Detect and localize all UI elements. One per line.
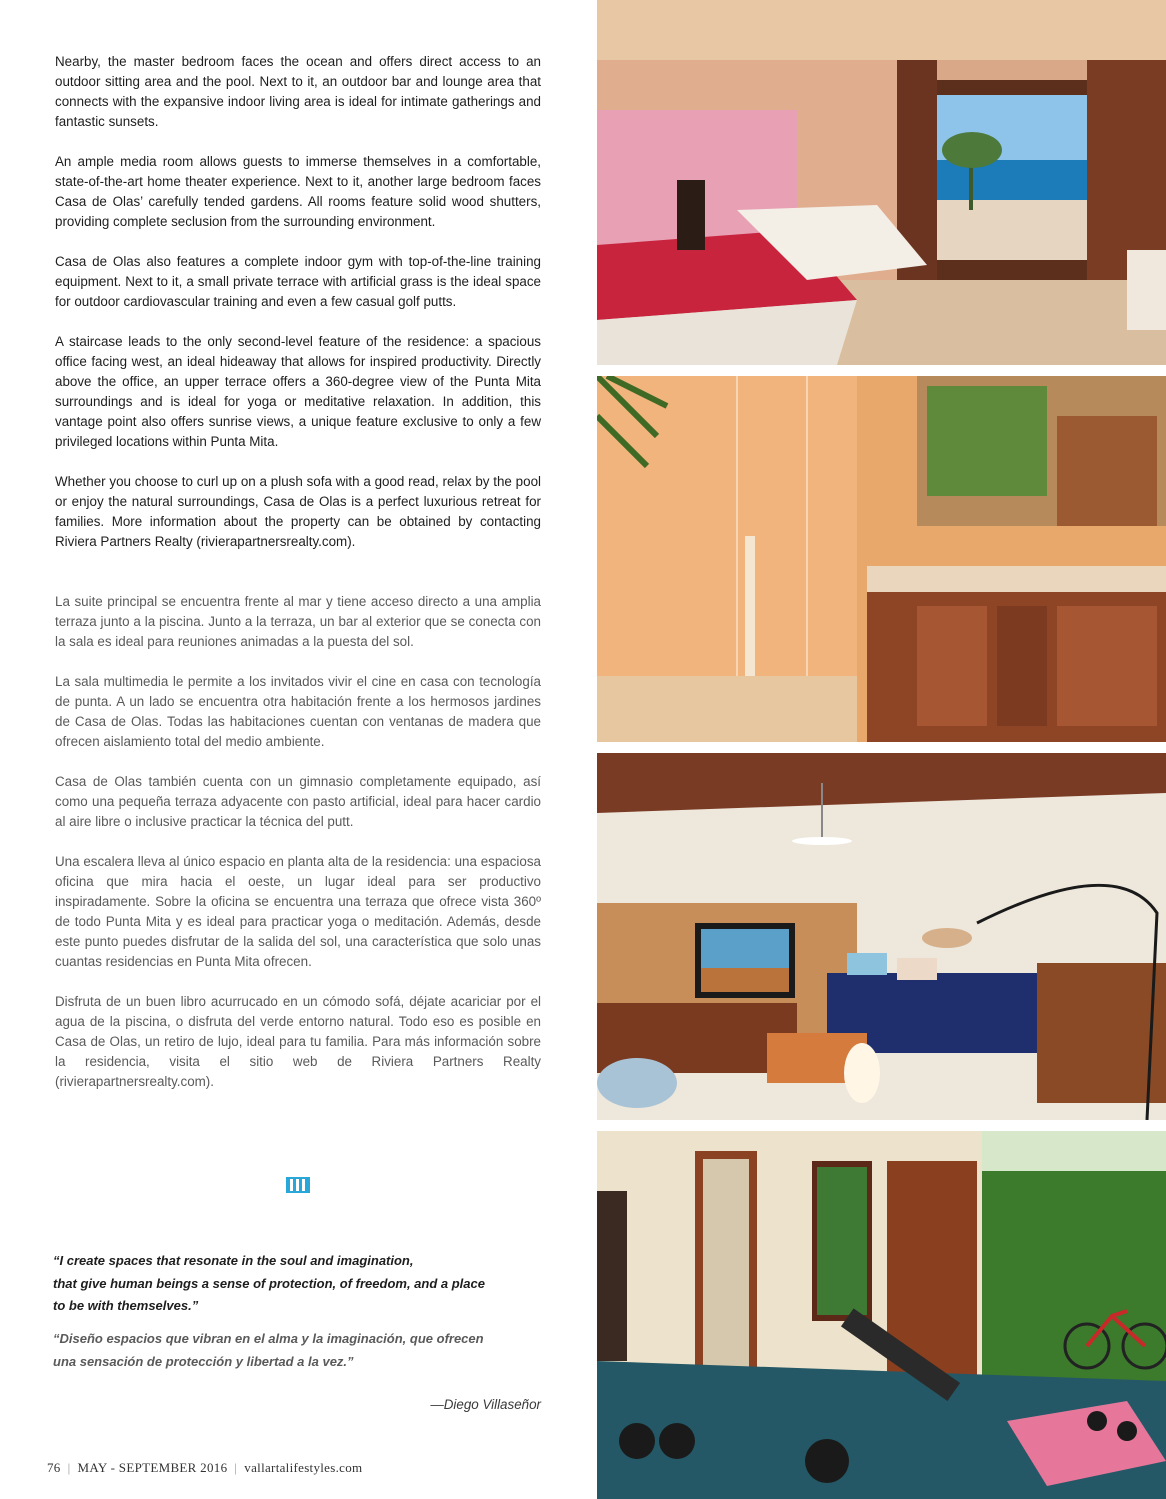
- article-paragraph-en-5: Whether you choose to curl up on a plush sofa with a good read, relax by the pool or enjoy the natural surroundings, Casa de Olas is a perfect luxurious retreat for families. More information about the property can be obtained by contacting Riviera Partners Realty (rivierapartnersrealty.com).: [55, 474, 541, 549]
- photo-bathroom: [597, 376, 1166, 742]
- article-paragraph-en-1: Nearby, the master bedroom faces the ocean and offers direct access to an outdoor sitting area and the pool. Next to it, an outdoor bar and lounge area that connects with the expansive indoor living area is ideal for intimate gatherings and fantastic sunsets.: [55, 54, 541, 129]
- article-paragraph-es-4: Una escalera lleva al único espacio en planta alta de la residencia: una espaciosa oficina que mira hacia el oeste, un lugar ideal para ser productivo inspiradamente. Sobre la oficina se encuentra una terraza que ofrece vista 360º de todo Punta Mita y es ideal para practicar yoga o meditación. Además, desde este punto puedes disfrutar de la salida del sol, una característica que solo unas cuantas residencias en Punta Mita ofrecen.: [55, 854, 541, 969]
- issue-date: MAY - SEPTEMBER 2016: [77, 1460, 228, 1475]
- magazine-end-mark-icon: [286, 1177, 310, 1193]
- pull-quote-english: [53, 1250, 523, 1318]
- article-paragraph-es-1: La suite principal se encuentra frente al mar y tiene acceso directo a una amplia terraza junto a la piscina. Junto a la terraza, un bar al exterior que se conecta con la sala es ideal para reuniones animadas a la puesta del sol.: [55, 594, 541, 649]
- language-divider-space: [55, 572, 541, 592]
- pull-quote-line: that give human beings a sense of protection, of freedom, and a place: [53, 1275, 485, 1291]
- photo-bedroom: [597, 0, 1166, 365]
- pull-quote-line: “I create spaces that resonate in the soul and imagination,: [53, 1253, 414, 1268]
- footer-separator: |: [67, 1460, 71, 1475]
- photo-gym: [597, 1131, 1166, 1499]
- article-paragraph-en-3: Casa de Olas also features a complete indoor gym with top-of-the-line training equipment. Next to it, a small private terrace with artificial grass is the ideal space for outdoor cardiovascular training and even a few casual golf putts.: [55, 254, 541, 309]
- photo-media-room: [597, 753, 1166, 1120]
- page-footer: [47, 1460, 362, 1476]
- pull-quote-line: to be with themselves.”: [53, 1298, 199, 1313]
- article-paragraph-en-2: An ample media room allows guests to immerse themselves in a comfortable, state-of-the-art home theater experience. Next to it, another large bedroom faces Casa de Olas’ carefully tended gardens. All rooms feature solid wood shutters, providing complete seclusion from the surrounding environment.: [55, 154, 541, 229]
- article-paragraph-es-5: Disfruta de un buen libro acurrucado en un cómodo sofá, déjate acariciar por el agua de la piscina, o disfruta del verde entorno natural. Todo eso es posible en Casa de Olas, un retiro de lujo, ideal para tu familia. Para más información sobre la residencia, visita el sitio web de Riviera Partners Realty (rivierapartnersrealty.com).: [55, 994, 541, 1089]
- footer-separator: |: [234, 1460, 238, 1475]
- quote-author: —Diego Villaseñor: [430, 1397, 541, 1412]
- article-paragraph-es-2: La sala multimedia le permite a los invitados vivir el cine en casa con tecnología de punta. A un lado se encuentra otra habitación frente a los hermosos jardines de Casa de Olas. Todas las habitaciones cuentan con ventanas de madera que ofrecen aislamiento total del medio ambiente.: [55, 674, 541, 749]
- pull-quote-line: una sensación de protección y libertad a la vez.”: [53, 1353, 354, 1369]
- website-link[interactable]: vallartalifestyles.com: [244, 1460, 363, 1475]
- article-paragraph-en-4: A staircase leads to the only second-level feature of the residence: a spacious office facing west, an ideal hideaway that allows for inspired productivity. Directly above the office, an upper terrace offers a 360-degree view of the Punta Mita surroundings and is ideal for yoga or meditative relaxation. In addition, this vantage point also offers sunrise views, a unique feature exclusive to only a few privileged locations within Punta Mita.: [55, 334, 541, 449]
- pull-quote-line: “Diseño espacios que vibran en el alma y la imaginación, que ofrecen: [53, 1331, 484, 1346]
- article-paragraph-es-3: Casa de Olas también cuenta con un gimnasio completamente equipado, así como una pequeña terraza adyacente con pasto artificial, ideal para hacer cardio al aire libre o inclusive practicar la técnica del putt.: [55, 774, 541, 829]
- page-number: 76: [47, 1460, 61, 1475]
- pull-quote-spanish: [53, 1328, 523, 1373]
- article-column: [55, 52, 541, 1112]
